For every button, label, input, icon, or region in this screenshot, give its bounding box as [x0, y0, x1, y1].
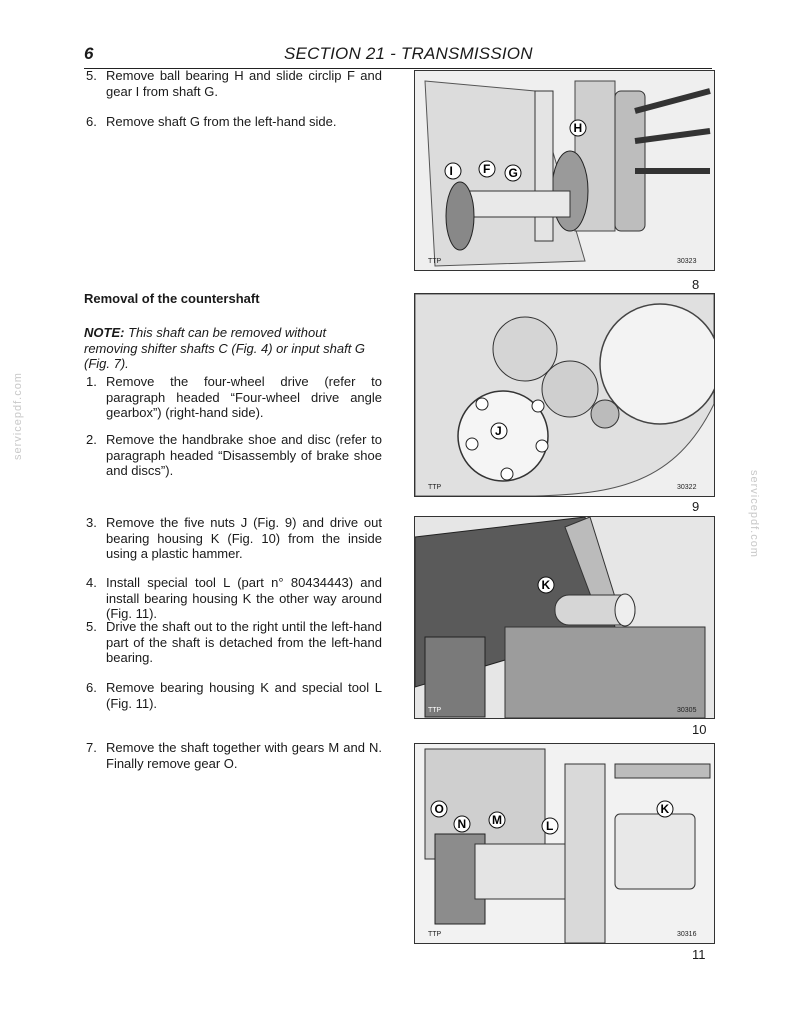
- step-item: 1. Remove the four-wheel drive (refer to paragraph headed “Four-wheel drive angle gearbox”) (right-hand side).: [86, 374, 382, 420]
- figure-code: 30316: [677, 931, 697, 938]
- step-item: 5. Remove ball bearing H and slide circlip F and gear I from shaft G.: [86, 68, 382, 99]
- figure-number: 11: [692, 947, 706, 962]
- figure-11: [414, 743, 715, 944]
- figure-8: [414, 70, 715, 271]
- callout-j: J: [495, 424, 502, 438]
- figure-code: 30305: [677, 707, 697, 714]
- callout-f: F: [483, 162, 491, 176]
- callout-h: H: [573, 121, 583, 135]
- callout-g: G: [508, 166, 518, 180]
- note: [84, 325, 382, 372]
- step-item: 7. Remove the shaft together with gears M and N. Finally remove gear O.: [86, 740, 382, 771]
- figure-number: 10: [692, 722, 707, 737]
- page-number: 6: [84, 44, 94, 63]
- countershaft-heading: Removal of the countershaft: [84, 291, 260, 306]
- note-label: NOTE:: [84, 325, 125, 340]
- note-text: This shaft can be removed without removing shifter shafts C (Fig. 4) or input shaft G (Fig. 7).: [84, 325, 366, 371]
- figure-tag: TTP: [428, 707, 442, 714]
- figure-11-illustration: [415, 744, 714, 943]
- step-item: 6. Remove shaft G from the left-hand side.: [86, 114, 337, 129]
- figure-code: 30323: [677, 258, 697, 265]
- figure-10-illustration: [415, 517, 714, 718]
- callout-m: M: [492, 813, 502, 827]
- callout-k: K: [660, 802, 670, 816]
- callout-i: I: [449, 164, 453, 178]
- step-item: 4. Install special tool L (part n° 80434443) and install bearing housing K the other way around (Fig. 11).: [86, 575, 382, 621]
- figure-number: 8: [692, 277, 700, 292]
- figure-10: [414, 516, 715, 719]
- callout-n: N: [457, 817, 467, 831]
- figure-8-illustration: [415, 71, 714, 270]
- watermark-right: servicepdf.com: [748, 470, 760, 558]
- page-header: [84, 44, 712, 69]
- watermark-left: servicepdf.com: [12, 372, 24, 460]
- callout-l: L: [546, 819, 554, 833]
- callout-o: O: [434, 802, 444, 816]
- figure-code: 30322: [677, 484, 697, 491]
- step-item: 2. Remove the handbrake shoe and disc (refer to paragraph headed “Disassembly of brake shoe and discs”).: [86, 432, 382, 478]
- figure-9: [414, 293, 715, 497]
- step-item: 3. Remove the five nuts J (Fig. 9) and drive out bearing housing K (Fig. 10) from the inside using a plastic hammer.: [86, 515, 382, 561]
- figure-tag: TTP: [428, 484, 442, 491]
- step-item: 5. Drive the shaft out to the right until the left-hand part of the shaft is detached from the left-hand bearing.: [86, 619, 382, 665]
- figure-9-illustration: [415, 294, 714, 496]
- callout-k: K: [541, 578, 551, 592]
- step-item: 6. Remove bearing housing K and special tool L (Fig. 11).: [86, 680, 382, 711]
- figure-number: 9: [692, 499, 700, 514]
- figure-tag: TTP: [428, 258, 442, 265]
- section-title: SECTION 21 - TRANSMISSION: [284, 44, 533, 63]
- figure-tag: TTP: [428, 931, 442, 938]
